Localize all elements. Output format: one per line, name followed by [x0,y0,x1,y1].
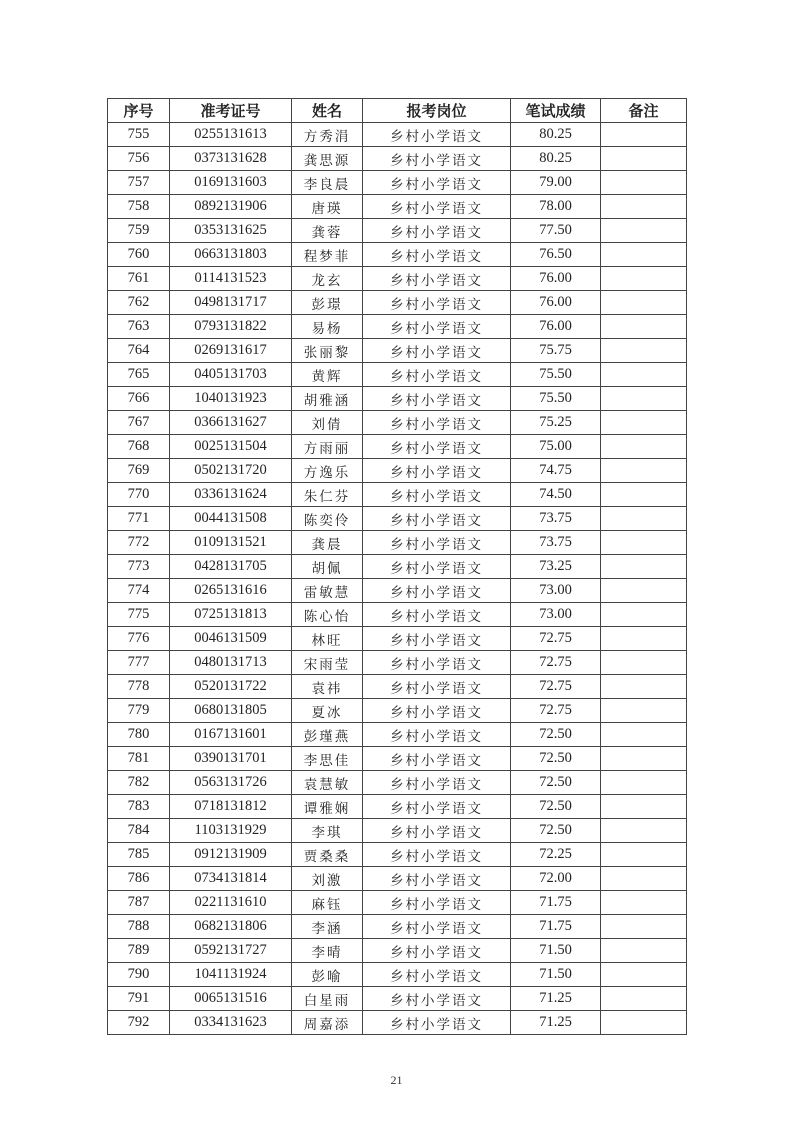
cell-seq: 780 [108,723,170,747]
table-row [108,819,687,843]
cell-ticket-number: 0065131516 [170,987,292,1011]
cell-remarks [601,339,687,363]
cell-remarks [601,819,687,843]
cell-ticket-number: 1041131924 [170,963,292,987]
cell-seq: 760 [108,243,170,267]
cell-ticket-number: 0480131713 [170,651,292,675]
cell-remarks [601,147,687,171]
cell-name: 林旺 [292,627,363,651]
cell-name: 张丽黎 [292,339,363,363]
cell-remarks [601,651,687,675]
cell-written-score: 72.75 [511,651,601,675]
cell-post: 乡村小学语文 [363,699,511,723]
cell-written-score: 80.25 [511,123,601,147]
cell-seq: 789 [108,939,170,963]
cell-ticket-number: 0592131727 [170,939,292,963]
cell-written-score: 73.75 [511,531,601,555]
header-post: 报考岗位 [363,99,511,123]
cell-post: 乡村小学语文 [363,867,511,891]
cell-post: 乡村小学语文 [363,555,511,579]
cell-seq: 782 [108,771,170,795]
cell-seq: 774 [108,579,170,603]
cell-written-score: 76.00 [511,291,601,315]
cell-name: 朱仁芬 [292,483,363,507]
cell-post: 乡村小学语文 [363,627,511,651]
cell-name: 黄辉 [292,363,363,387]
cell-post: 乡村小学语文 [363,123,511,147]
cell-name: 龚蓉 [292,219,363,243]
cell-remarks [601,315,687,339]
cell-ticket-number: 0114131523 [170,267,292,291]
table-row [108,603,687,627]
table-row [108,867,687,891]
header-name: 姓名 [292,99,363,123]
table-row [108,1011,687,1035]
cell-name: 白星雨 [292,987,363,1011]
cell-written-score: 79.00 [511,171,601,195]
cell-written-score: 71.25 [511,987,601,1011]
cell-post: 乡村小学语文 [363,651,511,675]
cell-written-score: 73.00 [511,579,601,603]
cell-written-score: 71.50 [511,939,601,963]
cell-post: 乡村小学语文 [363,339,511,363]
table-row [108,411,687,435]
cell-ticket-number: 0725131813 [170,603,292,627]
cell-name: 袁祎 [292,675,363,699]
table-header-row [108,99,687,123]
cell-seq: 758 [108,195,170,219]
cell-seq: 763 [108,315,170,339]
cell-name: 宋雨莹 [292,651,363,675]
cell-remarks [601,291,687,315]
cell-seq: 791 [108,987,170,1011]
table-row [108,195,687,219]
cell-remarks [601,891,687,915]
table-row [108,987,687,1011]
cell-seq: 755 [108,123,170,147]
cell-seq: 779 [108,699,170,723]
cell-post: 乡村小学语文 [363,483,511,507]
cell-ticket-number: 0734131814 [170,867,292,891]
cell-seq: 772 [108,531,170,555]
cell-written-score: 71.75 [511,915,601,939]
cell-seq: 792 [108,1011,170,1035]
table-row [108,747,687,771]
cell-written-score: 74.50 [511,483,601,507]
cell-name: 周嘉添 [292,1011,363,1035]
cell-remarks [601,219,687,243]
cell-written-score: 75.50 [511,363,601,387]
cell-ticket-number: 0892131906 [170,195,292,219]
cell-written-score: 73.75 [511,507,601,531]
cell-written-score: 71.25 [511,1011,601,1035]
cell-written-score: 72.50 [511,723,601,747]
cell-ticket-number: 0520131722 [170,675,292,699]
cell-written-score: 77.50 [511,219,601,243]
table-row [108,171,687,195]
cell-name: 袁慧敏 [292,771,363,795]
table-row [108,483,687,507]
cell-written-score: 76.00 [511,267,601,291]
cell-name: 易杨 [292,315,363,339]
cell-name: 彭喻 [292,963,363,987]
cell-written-score: 72.75 [511,675,601,699]
cell-remarks [601,843,687,867]
cell-remarks [601,627,687,651]
cell-ticket-number: 0405131703 [170,363,292,387]
cell-ticket-number: 0269131617 [170,339,292,363]
cell-post: 乡村小学语文 [363,723,511,747]
cell-seq: 759 [108,219,170,243]
header-remarks: 备注 [601,99,687,123]
cell-name: 方秀涓 [292,123,363,147]
cell-ticket-number: 0563131726 [170,771,292,795]
table-row [108,699,687,723]
cell-post: 乡村小学语文 [363,963,511,987]
cell-name: 刘激 [292,867,363,891]
table-row [108,843,687,867]
cell-ticket-number: 0167131601 [170,723,292,747]
cell-post: 乡村小学语文 [363,891,511,915]
cell-ticket-number: 0255131613 [170,123,292,147]
cell-name: 方雨丽 [292,435,363,459]
header-written-score: 笔试成绩 [511,99,601,123]
cell-post: 乡村小学语文 [363,819,511,843]
cell-ticket-number: 0502131720 [170,459,292,483]
cell-post: 乡村小学语文 [363,915,511,939]
cell-post: 乡村小学语文 [363,747,511,771]
cell-remarks [601,531,687,555]
cell-remarks [601,747,687,771]
cell-post: 乡村小学语文 [363,675,511,699]
cell-remarks [601,579,687,603]
cell-written-score: 72.50 [511,771,601,795]
cell-seq: 788 [108,915,170,939]
cell-post: 乡村小学语文 [363,771,511,795]
cell-seq: 768 [108,435,170,459]
cell-ticket-number: 0718131812 [170,795,292,819]
cell-name: 胡雅涵 [292,387,363,411]
cell-post: 乡村小学语文 [363,795,511,819]
cell-name: 谭雅娴 [292,795,363,819]
table-row [108,507,687,531]
cell-seq: 783 [108,795,170,819]
cell-remarks [601,411,687,435]
cell-ticket-number: 0912131909 [170,843,292,867]
cell-seq: 781 [108,747,170,771]
cell-ticket-number: 0169131603 [170,171,292,195]
cell-remarks [601,195,687,219]
cell-written-score: 72.75 [511,627,601,651]
cell-name: 李晴 [292,939,363,963]
cell-seq: 787 [108,891,170,915]
table-row [108,291,687,315]
table-row [108,363,687,387]
cell-name: 陈心怡 [292,603,363,627]
cell-remarks [601,771,687,795]
cell-name: 李良晨 [292,171,363,195]
cell-post: 乡村小学语文 [363,843,511,867]
cell-written-score: 75.25 [511,411,601,435]
cell-name: 夏冰 [292,699,363,723]
cell-ticket-number: 0336131624 [170,483,292,507]
table-row [108,243,687,267]
cell-seq: 786 [108,867,170,891]
cell-seq: 785 [108,843,170,867]
cell-post: 乡村小学语文 [363,459,511,483]
cell-post: 乡村小学语文 [363,411,511,435]
table-row [108,219,687,243]
cell-remarks [601,435,687,459]
cell-name: 贾桑桑 [292,843,363,867]
table-row [108,531,687,555]
header-seq: 序号 [108,99,170,123]
cell-seq: 776 [108,627,170,651]
cell-written-score: 78.00 [511,195,601,219]
cell-remarks [601,171,687,195]
cell-remarks [601,867,687,891]
cell-post: 乡村小学语文 [363,507,511,531]
cell-ticket-number: 0682131806 [170,915,292,939]
cell-post: 乡村小学语文 [363,147,511,171]
table-row [108,555,687,579]
cell-post: 乡村小学语文 [363,195,511,219]
cell-written-score: 72.50 [511,819,601,843]
cell-name: 李涵 [292,915,363,939]
cell-seq: 784 [108,819,170,843]
table-row [108,339,687,363]
cell-post: 乡村小学语文 [363,939,511,963]
cell-written-score: 74.75 [511,459,601,483]
cell-remarks [601,939,687,963]
cell-post: 乡村小学语文 [363,579,511,603]
cell-seq: 765 [108,363,170,387]
cell-remarks [601,915,687,939]
cell-remarks [601,363,687,387]
cell-ticket-number: 0390131701 [170,747,292,771]
cell-name: 方逸乐 [292,459,363,483]
table-row [108,651,687,675]
cell-name: 雷敏慧 [292,579,363,603]
cell-name: 陈奕伶 [292,507,363,531]
cell-written-score: 76.00 [511,315,601,339]
cell-ticket-number: 0265131616 [170,579,292,603]
cell-remarks [601,675,687,699]
table-row [108,963,687,987]
table-row [108,267,687,291]
cell-seq: 773 [108,555,170,579]
cell-name: 彭璟 [292,291,363,315]
cell-remarks [601,963,687,987]
table-row [108,675,687,699]
cell-written-score: 72.75 [511,699,601,723]
cell-remarks [601,723,687,747]
cell-post: 乡村小学语文 [363,531,511,555]
cell-post: 乡村小学语文 [363,171,511,195]
table-row [108,579,687,603]
cell-post: 乡村小学语文 [363,435,511,459]
cell-written-score: 75.50 [511,387,601,411]
cell-written-score: 71.75 [511,891,601,915]
cell-remarks [601,507,687,531]
cell-ticket-number: 0109131521 [170,531,292,555]
cell-ticket-number: 0680131805 [170,699,292,723]
cell-remarks [601,459,687,483]
cell-ticket-number: 0353131625 [170,219,292,243]
table-row [108,795,687,819]
cell-ticket-number: 0025131504 [170,435,292,459]
cell-ticket-number: 0793131822 [170,315,292,339]
cell-ticket-number: 0334131623 [170,1011,292,1035]
cell-post: 乡村小学语文 [363,243,511,267]
table-row [108,123,687,147]
cell-name: 李琪 [292,819,363,843]
cell-ticket-number: 1040131923 [170,387,292,411]
cell-post: 乡村小学语文 [363,219,511,243]
cell-remarks [601,795,687,819]
cell-post: 乡村小学语文 [363,387,511,411]
cell-written-score: 75.75 [511,339,601,363]
cell-written-score: 73.25 [511,555,601,579]
table-row [108,459,687,483]
cell-written-score: 72.25 [511,843,601,867]
cell-post: 乡村小学语文 [363,603,511,627]
cell-ticket-number: 0221131610 [170,891,292,915]
table-row [108,627,687,651]
cell-remarks [601,243,687,267]
cell-written-score: 75.00 [511,435,601,459]
cell-written-score: 72.50 [511,747,601,771]
cell-name: 龙玄 [292,267,363,291]
cell-post: 乡村小学语文 [363,987,511,1011]
cell-ticket-number: 1103131929 [170,819,292,843]
table-row [108,387,687,411]
cell-name: 刘倩 [292,411,363,435]
cell-ticket-number: 0428131705 [170,555,292,579]
cell-name: 程梦菲 [292,243,363,267]
cell-seq: 771 [108,507,170,531]
cell-written-score: 80.25 [511,147,601,171]
cell-name: 彭瑾燕 [292,723,363,747]
cell-remarks [601,603,687,627]
table-row [108,939,687,963]
cell-seq: 764 [108,339,170,363]
cell-ticket-number: 0366131627 [170,411,292,435]
table-body [108,123,687,1035]
cell-written-score: 76.50 [511,243,601,267]
table-row [108,435,687,459]
cell-seq: 756 [108,147,170,171]
score-table [107,98,687,1035]
table-row [108,723,687,747]
cell-name: 胡佩 [292,555,363,579]
table-row [108,891,687,915]
cell-name: 李思佳 [292,747,363,771]
cell-name: 龚思源 [292,147,363,171]
cell-seq: 775 [108,603,170,627]
cell-ticket-number: 0663131803 [170,243,292,267]
cell-seq: 770 [108,483,170,507]
cell-remarks [601,267,687,291]
cell-seq: 767 [108,411,170,435]
cell-remarks [601,483,687,507]
cell-post: 乡村小学语文 [363,291,511,315]
cell-remarks [601,699,687,723]
table-row [108,147,687,171]
cell-written-score: 72.50 [511,795,601,819]
cell-seq: 757 [108,171,170,195]
cell-written-score: 71.50 [511,963,601,987]
cell-seq: 769 [108,459,170,483]
cell-seq: 777 [108,651,170,675]
cell-name: 唐瑛 [292,195,363,219]
cell-written-score: 72.00 [511,867,601,891]
page-number: 21 [390,1073,403,1087]
cell-seq: 762 [108,291,170,315]
cell-post: 乡村小学语文 [363,315,511,339]
cell-seq: 778 [108,675,170,699]
table-row [108,315,687,339]
cell-name: 龚晨 [292,531,363,555]
cell-remarks [601,987,687,1011]
cell-seq: 790 [108,963,170,987]
cell-ticket-number: 0498131717 [170,291,292,315]
table-row [108,915,687,939]
cell-seq: 766 [108,387,170,411]
cell-written-score: 73.00 [511,603,601,627]
cell-post: 乡村小学语文 [363,1011,511,1035]
table-row [108,771,687,795]
cell-remarks [601,1011,687,1035]
cell-ticket-number: 0046131509 [170,627,292,651]
cell-name: 麻钰 [292,891,363,915]
cell-remarks [601,123,687,147]
cell-remarks [601,387,687,411]
cell-post: 乡村小学语文 [363,363,511,387]
cell-seq: 761 [108,267,170,291]
cell-remarks [601,555,687,579]
header-ticket-number: 准考证号 [170,99,292,123]
cell-ticket-number: 0044131508 [170,507,292,531]
cell-post: 乡村小学语文 [363,267,511,291]
cell-ticket-number: 0373131628 [170,147,292,171]
